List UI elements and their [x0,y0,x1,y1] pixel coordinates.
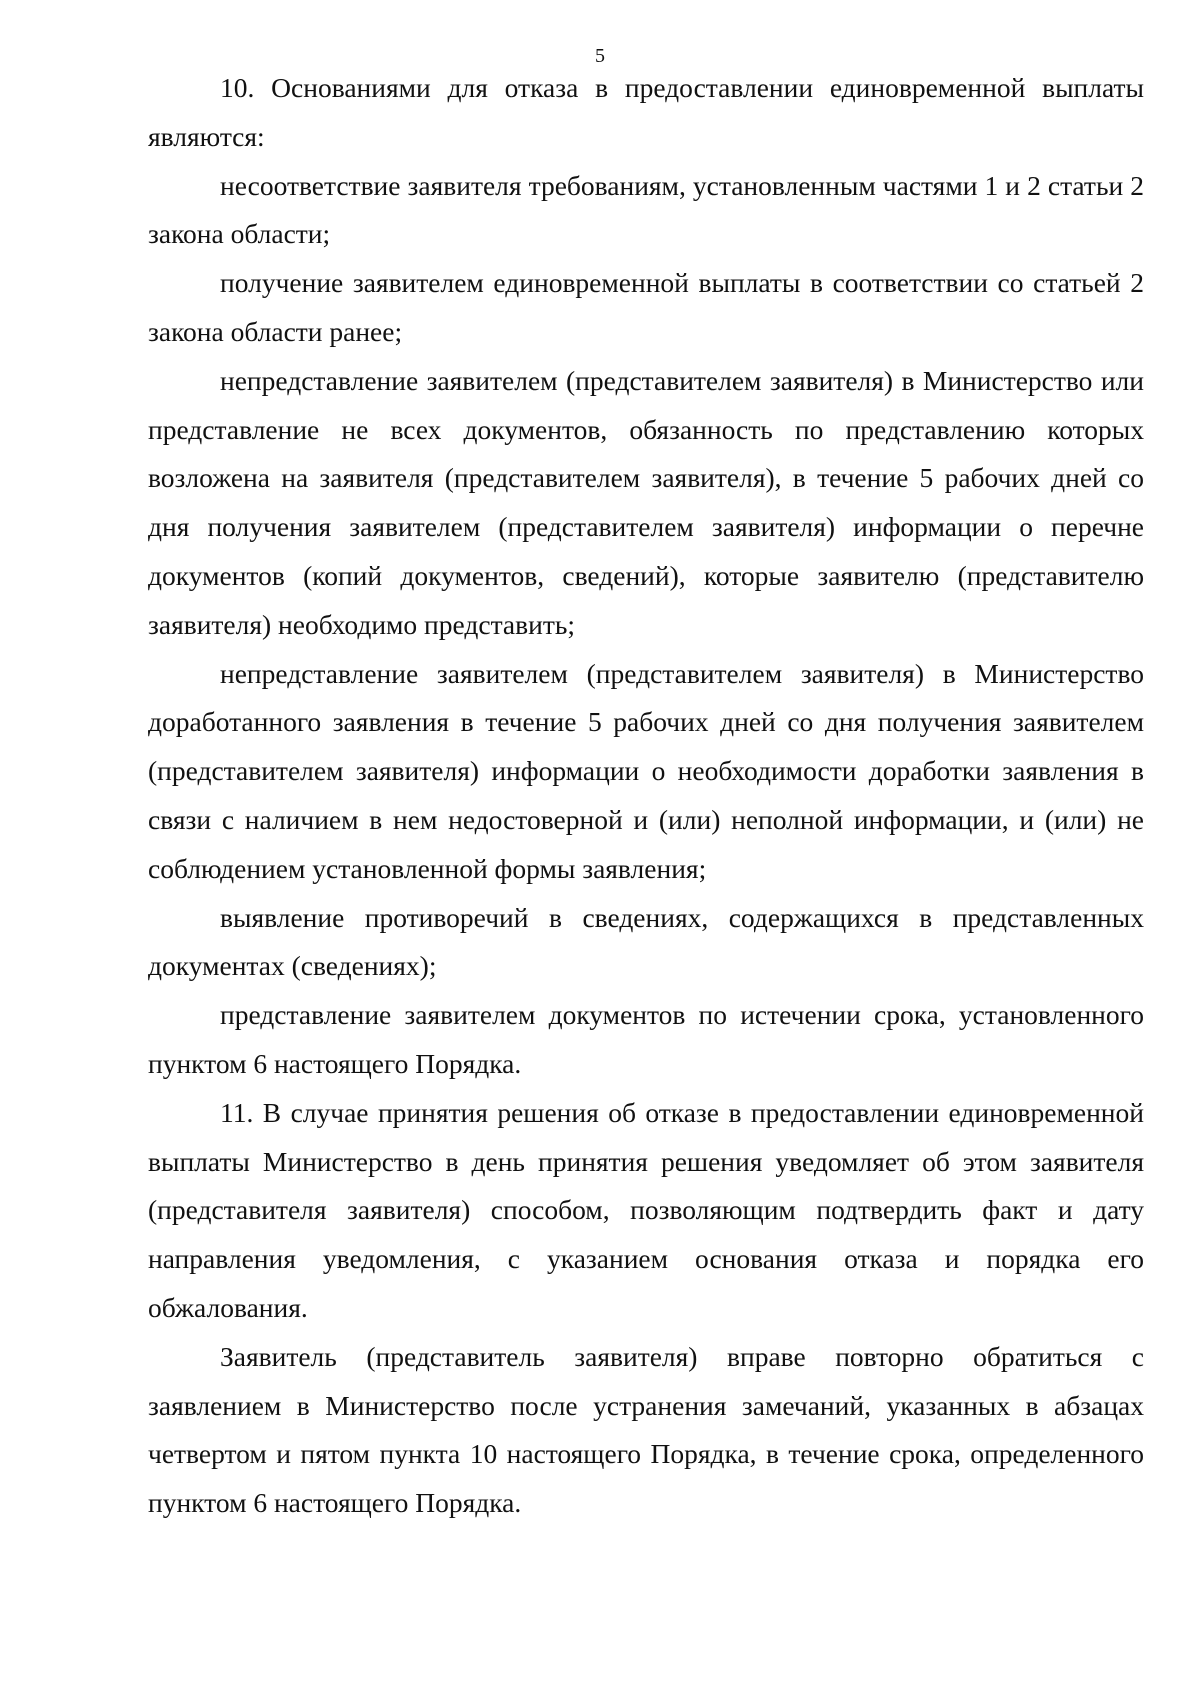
paragraph-8: 11. В случае принятия решения об отказе в предоставлении единовременной выплаты Министерство в день принятия решения уведомляет об этом заявителя (представителя заявителя) способом, позволяющим подтвердить факт и дату направления уведомления, с указанием основания отказа и порядка его обжалования. [148,1096,1144,1323]
paragraph-3: получение заявителем единовременной выплаты в соответствии со статьей 2 закона области ранее; [148,267,1144,347]
paragraph-2: несоответствие заявителя требованиям, установленным частями 1 и 2 статьи 2 закона области; [148,169,1144,250]
paragraph-9: Заявитель (представитель заявителя) вправе повторно обратиться с заявлением в Министерство после устранения замечаний, указанных в абзацах четвертом и пятом пункта 10 настоящего Порядка, в течение срока, определенного пунктом 6 настоящего Порядка. [148,1340,1144,1519]
paragraph-5: непредставление заявителем (представителем заявителя) в Министерство доработанного заявления в течение 5 рабочих дней со дня получения заявителем (представителем заявителя) информации о необходимости доработки заявления в связи с наличием в нем недостоверной и (или) неполной информации, и (или) не соблюдением установленной формы заявления; [148,657,1144,884]
page-number: 5 [595,45,605,67]
paragraph-4: непредставление заявителем (представителем заявителя) в Министерство или представление не всех документов, обязанность по представлению которых возложена на заявителя (представителем заявителя), в течение 5 рабочих дней со дня получения заявителем (представителем заявителя) информации о перечне документов (копий документов, сведений), которые заявителю (представителю заявителя) необходимо представить; [148,364,1144,640]
paragraph-1: 10. Основаниями для отказа в предоставлении единовременной выплаты являются: [148,72,1144,152]
document-text [148,64,1144,1528]
paragraph-7: представление заявителем документов по истечении срока, установленного пунктом 6 настоящего Порядка. [148,999,1144,1079]
paragraph-6: выявление противоречий в сведениях, содержащихся в представленных документах (сведениях); [148,901,1144,982]
